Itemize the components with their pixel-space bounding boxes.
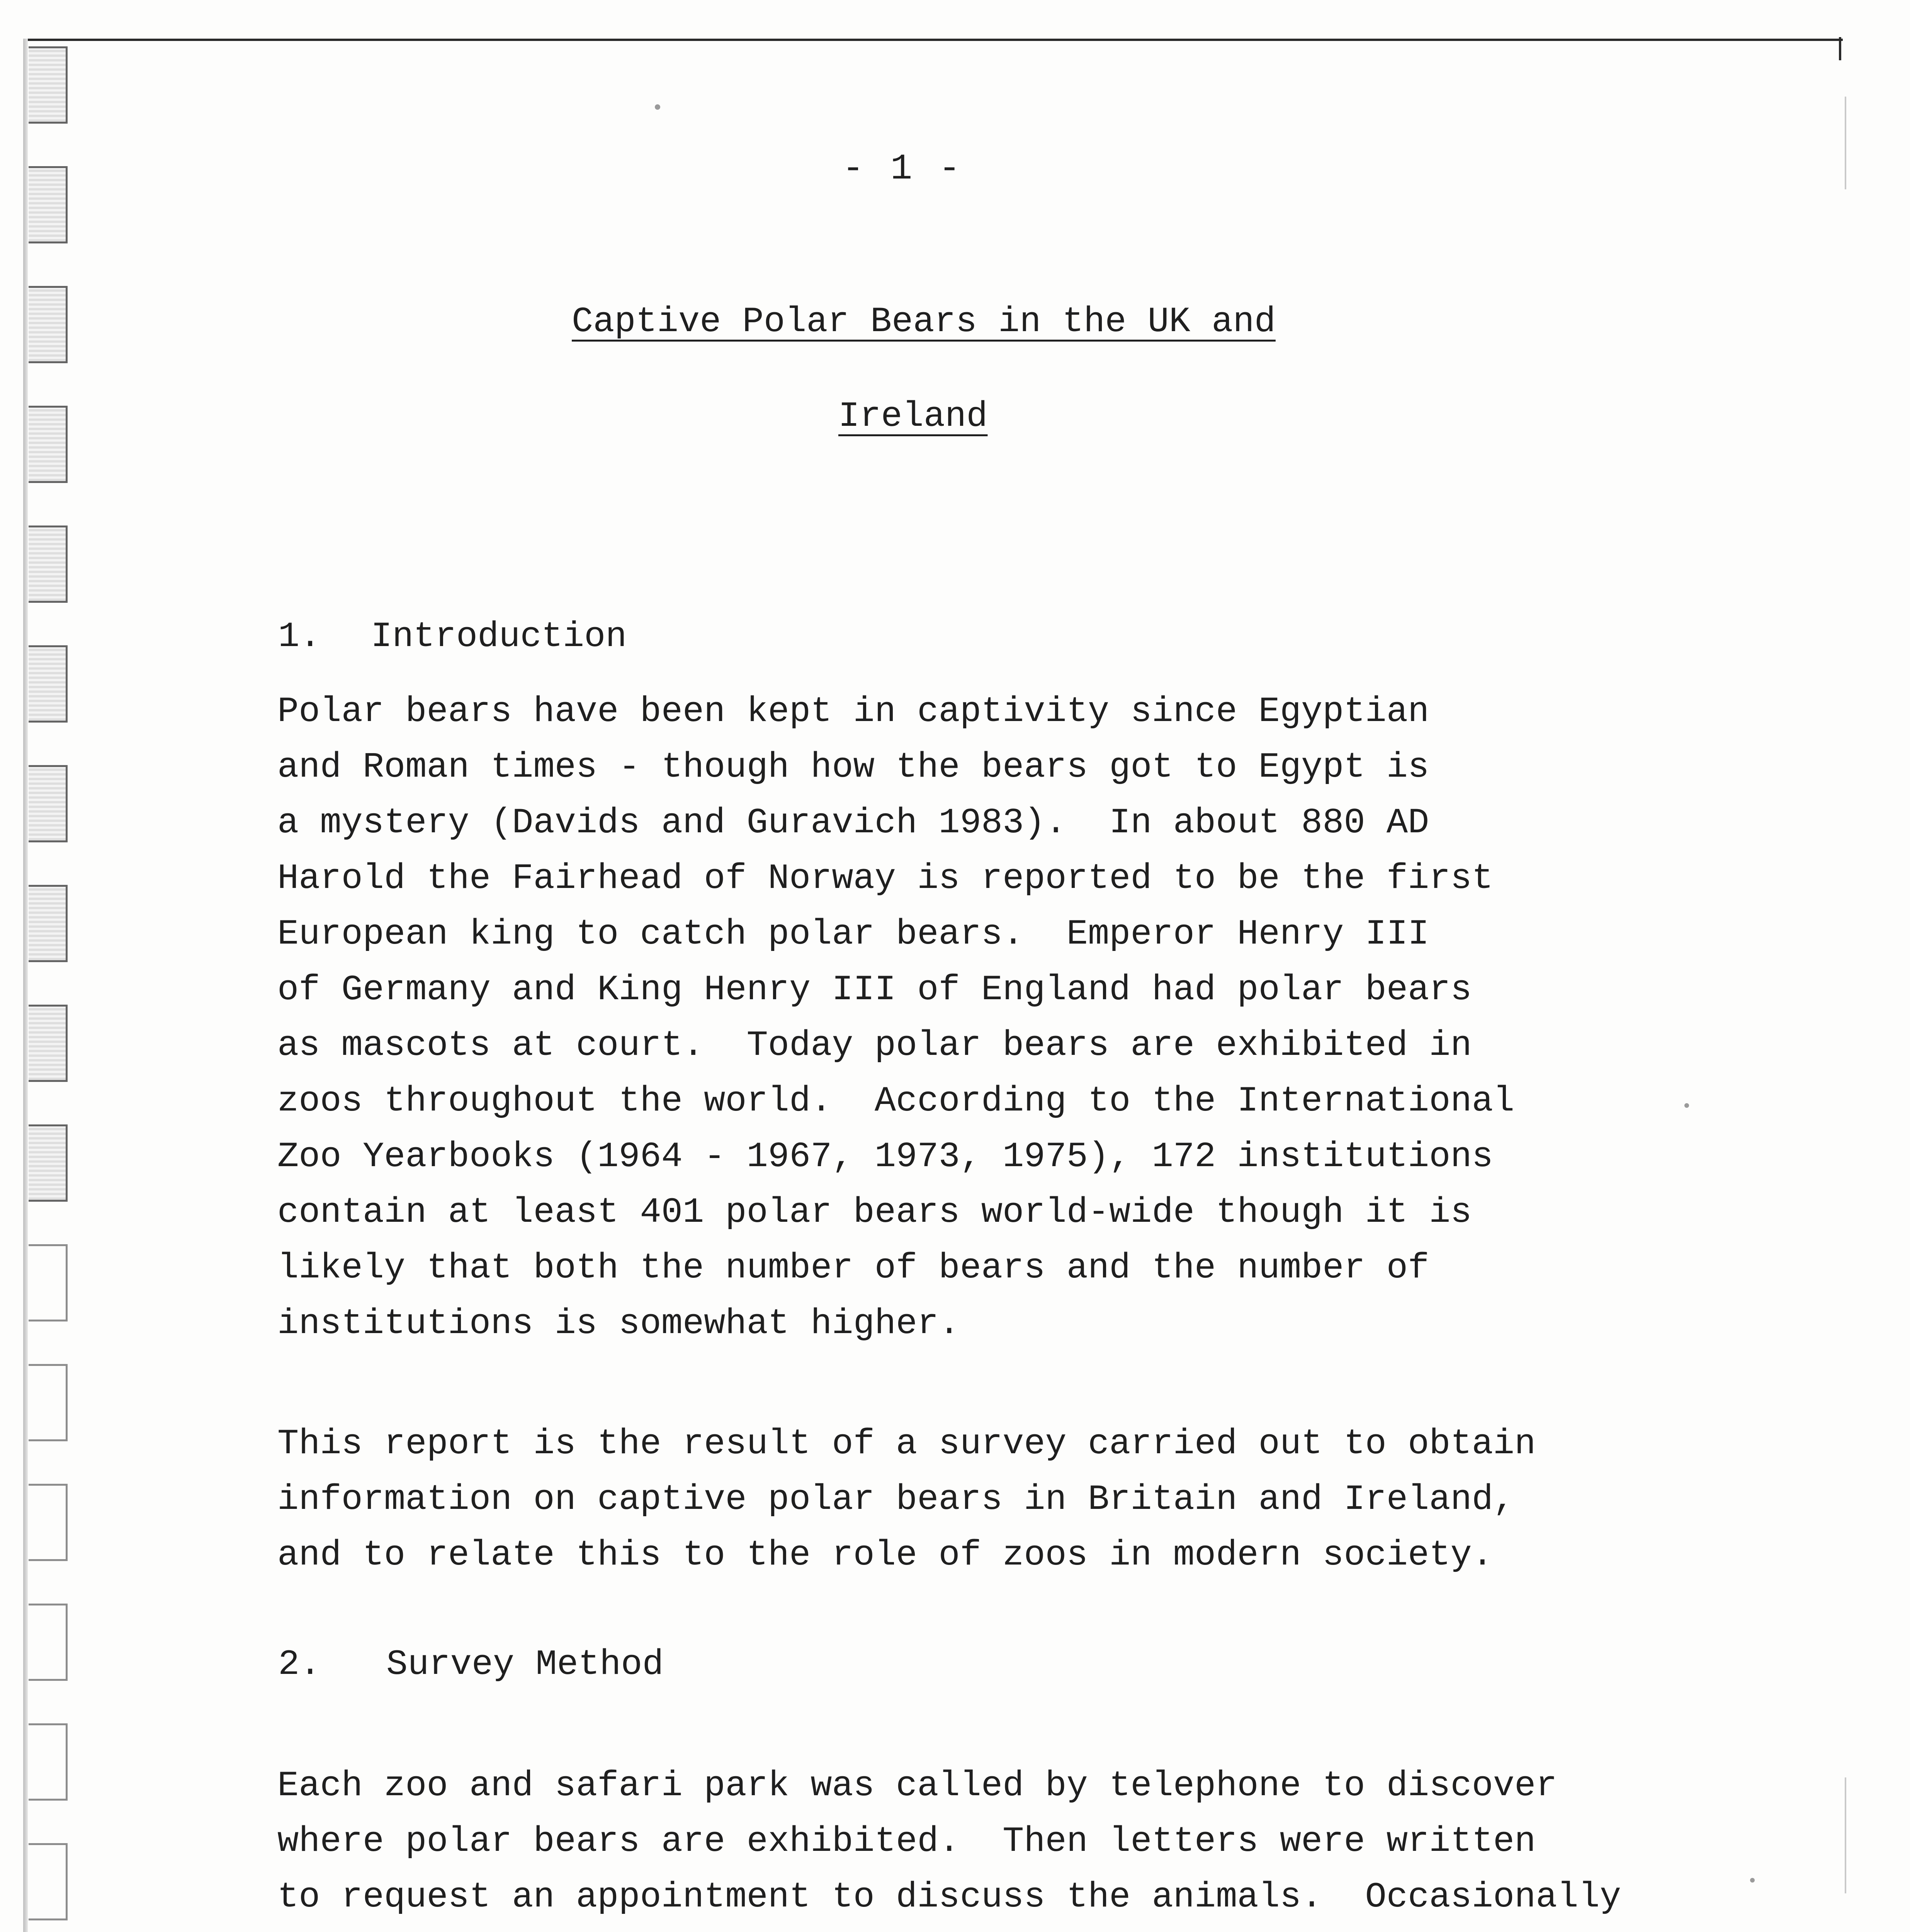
text-line: Each zoo and safari park was called by telephone to discover: [277, 1765, 1557, 1806]
text-line: and Roman times - though how the bears got to Egypt is: [277, 747, 1429, 787]
binding-hole: [29, 1364, 68, 1441]
text-line: zoos throughout the world. According to the International: [277, 1081, 1515, 1121]
document-title-line-1: Captive Polar Bears in the UK and: [572, 301, 1276, 342]
text-line: as mascots at court. Today polar bears are exhibited in: [277, 1025, 1472, 1066]
text-line: likely that both the number of bears and the number of: [277, 1248, 1429, 1288]
text-line: and to relate this to the role of zoos in modern society.: [277, 1535, 1493, 1575]
section-number: 2.: [278, 1644, 321, 1685]
binding-hole: [29, 286, 68, 363]
top-rule-tick: [1839, 37, 1841, 60]
binding-hole: [29, 765, 68, 842]
paragraph-survey-method: [277, 1758, 1823, 1932]
binding-hole: [29, 406, 68, 483]
text-line: European king to catch polar bears. Emperor Henry III: [277, 914, 1429, 954]
text-line: to request an appointment to discuss the animals. Occasionally: [277, 1877, 1621, 1917]
binding-hole: [29, 1484, 68, 1561]
binding-hole: [29, 526, 68, 603]
binding-hole: [29, 1843, 68, 1920]
text-line: where polar bears are exhibited. Then letters were written: [277, 1821, 1536, 1862]
section-title: Introduction: [371, 616, 627, 657]
binding-hole: [29, 1244, 68, 1321]
text-line: Harold the Fairhead of Norway is reported to be the first: [277, 858, 1493, 899]
top-rule: [27, 39, 1843, 41]
paper-speck: [655, 104, 660, 110]
binding-spine: [23, 39, 28, 1932]
text-line: contain at least 401 polar bears world-wide though it is: [277, 1192, 1472, 1233]
binding-hole: [29, 645, 68, 723]
text-line: of Germany and King Henry III of England had polar bears: [277, 969, 1472, 1010]
binding-hole: [29, 1005, 68, 1082]
right-edge-mark: [1845, 97, 1846, 189]
binding-hole: [29, 1723, 68, 1801]
binding-strip: [23, 39, 66, 1932]
binding-hole: [29, 46, 68, 124]
paragraph-introduction-2: [277, 1416, 1823, 1583]
text-line: This report is the result of a survey carried out to obtain: [277, 1423, 1536, 1464]
text-line: a mystery (Davids and Guravich 1983). In about 880 AD: [277, 803, 1429, 843]
section-heading-introduction: [278, 616, 627, 657]
text-line: information on captive polar bears in Britain and Ireland,: [277, 1479, 1515, 1520]
binding-hole: [29, 1604, 68, 1681]
page-number: - 1 -: [842, 149, 963, 190]
section-number: 1.: [278, 616, 321, 657]
section-title: Survey Method: [386, 1644, 664, 1685]
text-line: Polar bears have been kept in captivity since Egyptian: [277, 691, 1429, 732]
paragraph-introduction-1: [277, 684, 1823, 1352]
text-line: [277, 1925, 1823, 1932]
binding-hole: [29, 1124, 68, 1202]
text-line: Zoo Yearbooks (1964 - 1967, 1973, 1975), 172 institutions: [277, 1136, 1493, 1177]
section-heading-survey-method: [278, 1644, 664, 1685]
binding-hole: [29, 885, 68, 962]
document-title-line-2: Ireland: [838, 396, 988, 437]
text-line: institutions is somewhat higher.: [277, 1303, 960, 1344]
right-edge-mark: [1845, 1777, 1846, 1893]
binding-hole: [29, 166, 68, 243]
